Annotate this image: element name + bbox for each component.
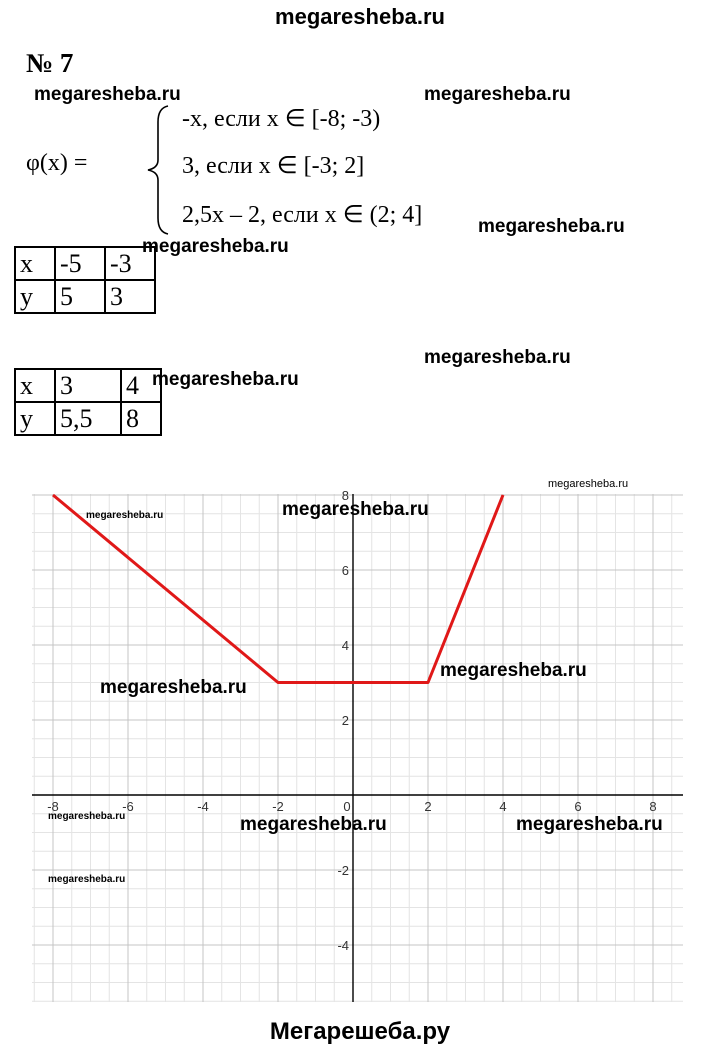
table-cell: x: [15, 247, 55, 280]
y-tick-label: 4: [341, 638, 349, 653]
y-tick-label: -2: [337, 863, 349, 878]
x-tick-label: -2: [272, 799, 284, 814]
x-tick-label: -6: [122, 799, 134, 814]
watermark: megaresheba.ru: [282, 499, 429, 520]
table-cell: 5: [55, 280, 105, 313]
value-table-2: [14, 368, 162, 436]
formula-case-1: -x, если x ∈ [-8; -3): [182, 106, 381, 132]
formula-lhs: φ(x) =: [26, 150, 88, 176]
table-cell: 8: [121, 402, 161, 435]
footer-watermark: Мегарешеба.ру: [269, 1018, 451, 1045]
watermark: megaresheba.ru: [424, 347, 571, 368]
header-watermark: megaresheba.ru: [275, 4, 445, 29]
y-tick-label: -4: [337, 938, 349, 953]
table-cell: y: [15, 280, 55, 313]
table-cell: -5: [55, 247, 105, 280]
watermark: megaresheba.ru: [516, 814, 663, 835]
watermark: megaresheba.ru: [48, 874, 126, 885]
watermark: megaresheba.ru: [86, 510, 164, 521]
formula-case-2: 3, если x ∈ [-3; 2]: [182, 153, 365, 179]
watermark: megaresheba.ru: [100, 677, 247, 698]
x-tick-label: 8: [649, 799, 657, 814]
watermark: megaresheba.ru: [440, 660, 587, 681]
table-row: [15, 247, 155, 280]
watermark: megaresheba.ru: [478, 216, 625, 237]
table-row: [15, 369, 161, 402]
problem-number: № 7: [26, 48, 74, 78]
table-cell: x: [15, 369, 55, 402]
watermark: megaresheba.ru: [48, 811, 126, 822]
y-tick-label: 2: [341, 713, 349, 728]
table-row: [15, 402, 161, 435]
watermark: megaresheba.ru: [424, 84, 571, 105]
x-tick-label: 2: [424, 799, 432, 814]
table-cell: -3: [105, 247, 155, 280]
table-cell: 4: [121, 369, 161, 402]
table-cell: 3: [55, 369, 121, 402]
x-tick-label: -4: [197, 799, 209, 814]
curly-brace-icon: [140, 100, 180, 240]
y-tick-label: 6: [341, 563, 349, 578]
x-tick-label: 4: [499, 799, 507, 814]
function-graph: [0, 480, 720, 1008]
x-tick-label: -8: [47, 799, 59, 814]
formula-case-3: 2,5x – 2, если x ∈ (2; 4]: [182, 202, 423, 228]
table-cell: 3: [105, 280, 155, 313]
watermark: megaresheba.ru: [34, 84, 181, 105]
x-tick-label: 6: [574, 799, 582, 814]
watermark: megaresheba.ru: [142, 236, 289, 257]
value-table-1: [14, 246, 156, 314]
watermark: megaresheba.ru: [240, 814, 387, 835]
x-tick-label: 0: [343, 799, 351, 814]
table-cell: y: [15, 402, 55, 435]
table-row: [15, 280, 155, 313]
watermark: megaresheba.ru: [152, 369, 299, 390]
y-tick-label: 8: [341, 488, 349, 503]
watermark: megaresheba.ru: [548, 478, 629, 490]
table-cell: 5,5: [55, 402, 121, 435]
